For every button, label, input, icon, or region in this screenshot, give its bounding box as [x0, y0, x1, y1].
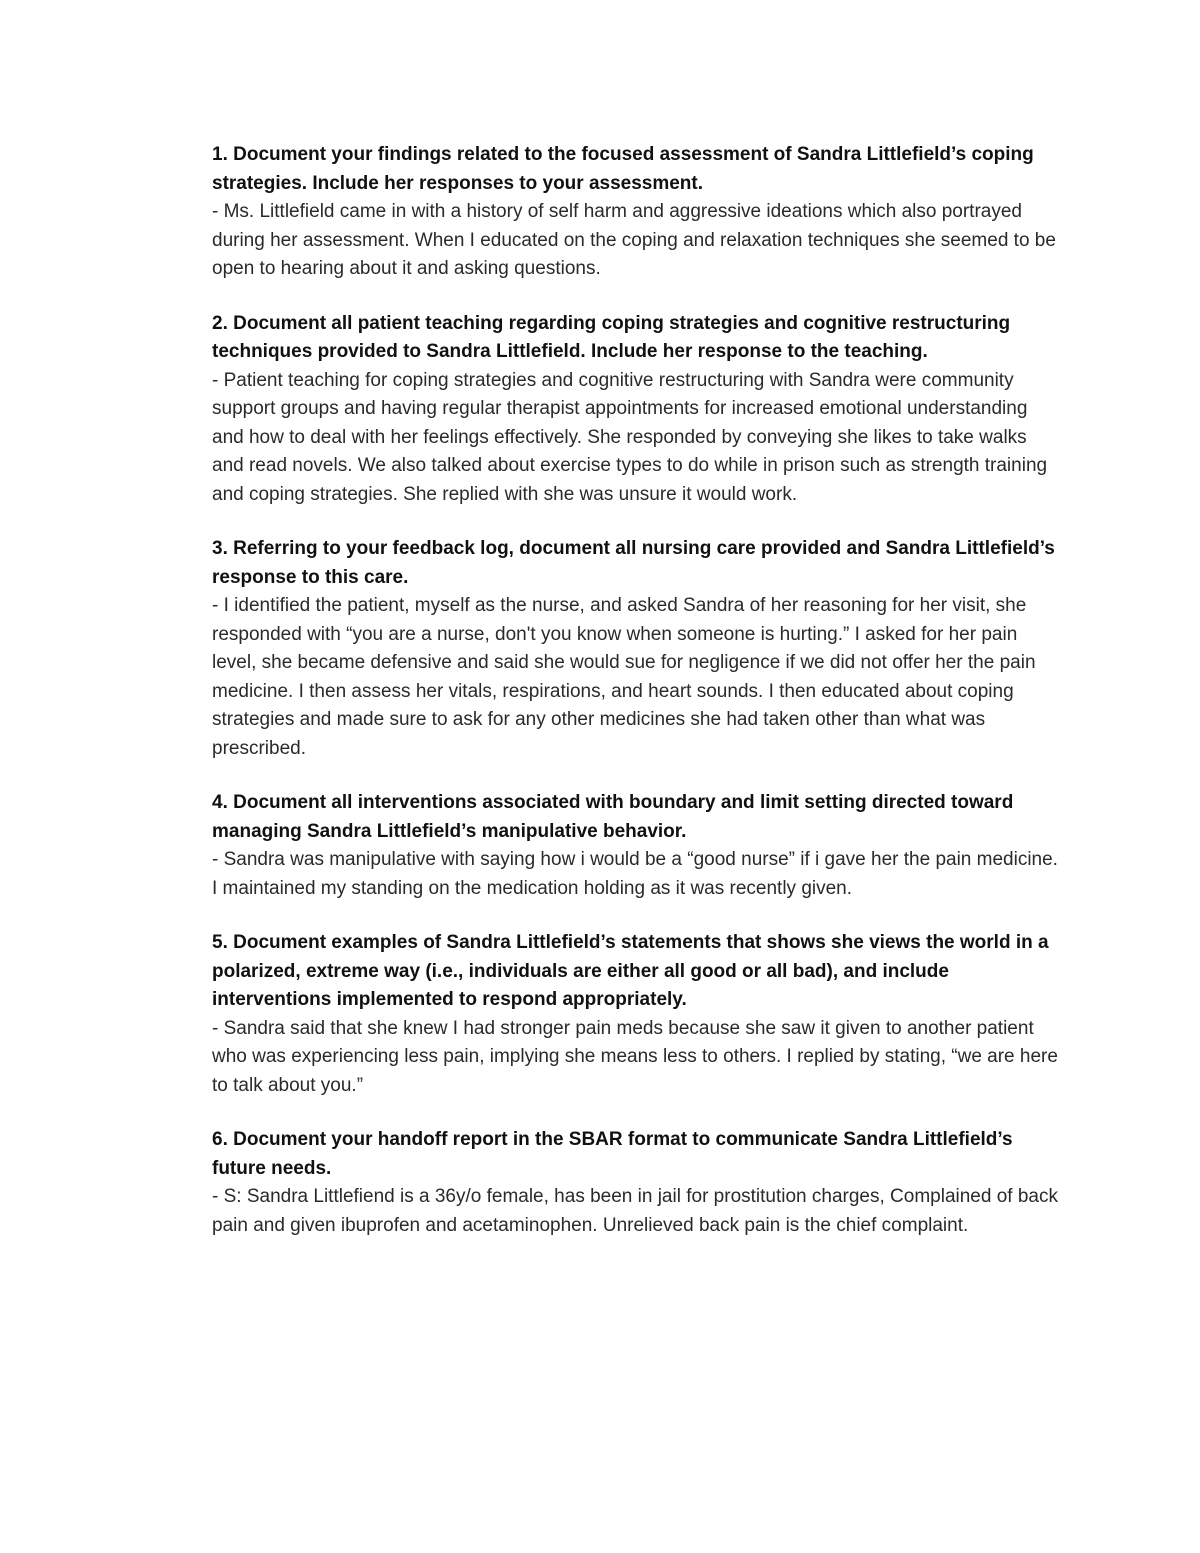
question-heading: 6. Document your handoff report in the SBAR format to communicate Sandra Littlefield’s future needs. [212, 1129, 1013, 1179]
question-section-2 [212, 310, 1062, 510]
question-section-5 [212, 929, 1062, 1100]
answer-text: - S: Sandra Littlefiend is a 36y/o female, has been in jail for prostitution charges, Complained of back pain and given ibuprofen and acetaminophen. Unrelieved back pain is the chief complaint. [212, 1186, 1058, 1236]
question-section-4 [212, 789, 1062, 903]
question-heading: 2. Document all patient teaching regarding coping strategies and cognitive restructuring techniques provided to Sandra Littlefield. Include her response to the teaching. [212, 312, 1011, 362]
document-page [212, 141, 1062, 1266]
question-section-3 [212, 535, 1062, 763]
question-heading: 1. Document your findings related to the focused assessment of Sandra Littlefield’s coping strategies. Include her responses to your assessment. [212, 144, 1034, 194]
question-heading: 3. Referring to your feedback log, document all nursing care provided and Sandra Littlefield’s response to this care. [212, 538, 1055, 588]
answer-text: - Patient teaching for coping strategies and cognitive restructuring with Sandra were community support groups and having regular therapist appointments for increased emotional understanding and how to deal with her feelings effectively. She responded by conveying she likes to take walks and read novels. We also talked about exercise types to do while in prison such as strength training and coping strategies. She replied with she was unsure it would work. [212, 369, 1048, 505]
question-section-1 [212, 141, 1062, 284]
question-heading: 4. Document all interventions associated with boundary and limit setting directed toward managing Sandra Littlefield’s manipulative behavior. [212, 792, 1014, 842]
answer-text: - Sandra said that she knew I had stronger pain meds because she saw it given to another patient who was experiencing less pain, implying she means less to others. I replied by stating, “we are here to talk about you.” [212, 1017, 1058, 1096]
answer-text: - Ms. Littlefield came in with a history of self harm and aggressive ideations which also portrayed during her assessment. When I educated on the coping and relaxation techniques she seemed to be open to hearing about it and asking questions. [212, 201, 1056, 279]
answer-text: - I identified the patient, myself as the nurse, and asked Sandra of her reasoning for her visit, she responded with “you are a nurse, don't you know when someone is hurting.” I asked for her pain level, she became defensive and said she would sue for negligence if we did not offer her the pain medicine. I then assess her vitals, respirations, and heart sounds. I then educated about coping strategies and made sure to ask for any other medicines she had taken other than what was prescribed. [212, 595, 1036, 759]
answer-text: - Sandra was manipulative with saying how i would be a “good nurse” if i gave her the pain medicine. I maintained my standing on the medication holding as it was recently given. [212, 849, 1058, 899]
question-heading: 5. Document examples of Sandra Littlefield’s statements that shows she views the world in a polarized, extreme way (i.e., individuals are either all good or all bad), and include interventions implemented to respond appropriately. [212, 932, 1049, 1010]
question-section-6 [212, 1126, 1062, 1240]
